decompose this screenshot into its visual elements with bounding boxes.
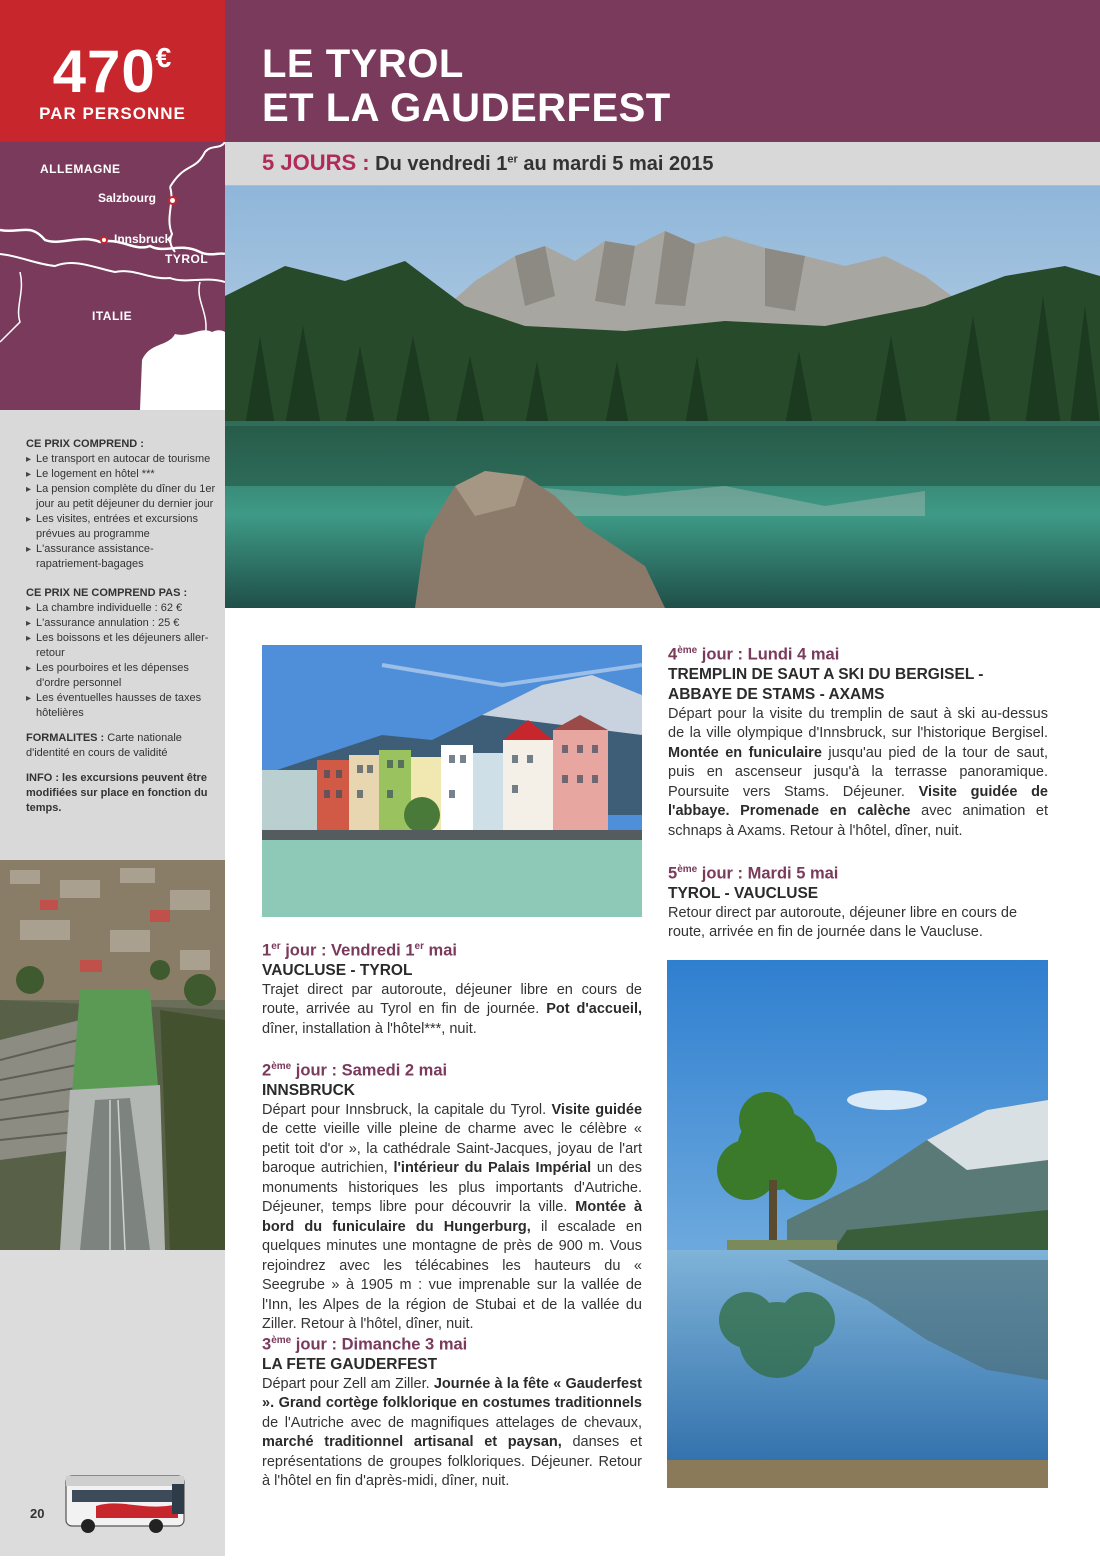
page-title-line-1: LE TYROL (262, 42, 464, 86)
formalites-note: FORMALITES : Carte nationale d'identité en cours de validité (26, 732, 182, 759)
list-item: ▸ Les boissons et les déjeuners aller-retour (26, 631, 219, 661)
day-1-title: 1er jour : Vendredi 1er mai (262, 941, 457, 960)
day-4-title: 4ème jour : Lundi 4 mai (668, 645, 840, 664)
day-1-text: Trajet direct par autoroute, déjeuner libre en cours de route, arrivée au Tyrol en fin de journée. Pot d'accueil, dîner, installation à l'hôtel***, nuit. (262, 981, 643, 1037)
page-title-line-2: ET LA GAUDERFEST (262, 86, 671, 130)
day-5-section (668, 860, 1048, 943)
includes-list (26, 452, 219, 572)
day-3-text: Départ pour Zell am Ziller. Journée à la fête « Gauderfest ». Grand cortège folklorique en costumes traditionnels de l'Autriche avec de magnifiques attelages de chevaux, marché traditionnel artisanal et paysan, danses et représentations de groupes folkloriques. Déjeuner. Retour à l'hôtel en fin d'après-midi, dîner, nuit. (262, 1375, 642, 1489)
price-amount: 470€ (52, 38, 173, 105)
day-1-subtitle: VAUCLUSE - TYROL (262, 961, 413, 979)
dates-label: Du vendredi 1er au mardi 5 mai 2015 (375, 153, 714, 175)
list-item: ▸ La chambre individuelle : 62 € (26, 601, 219, 616)
map-label-italy: ITALIE (92, 309, 133, 323)
list-item: ▸ L'assurance assistance-rapatriement-bagages (26, 542, 219, 572)
list-item: ▸ Le transport en autocar de tourisme (26, 452, 219, 467)
includes-title: CE PRIX COMPREND : (26, 438, 144, 450)
list-item: ▸ Le logement en hôtel *** (26, 467, 219, 482)
hero-photo-lake (225, 186, 1100, 608)
map-borders (0, 142, 225, 410)
day-1-section (262, 937, 642, 1039)
excludes-list (26, 601, 219, 721)
list-item: ▸ Les éventuelles hausses de taxes hôtelières (26, 691, 219, 721)
page-number: 20 (30, 1506, 45, 1521)
salzburg-marker-icon (168, 196, 177, 205)
duration-label: 5 JOURS : (262, 150, 370, 175)
list-item: ▸ La pension complète du dîner du 1er jour au petit déjeuner du dernier jour (26, 482, 219, 512)
day-3-section (262, 1331, 642, 1492)
day-2-subtitle: INNSBRUCK (262, 1081, 355, 1099)
day-2-section (262, 1057, 642, 1335)
day-4-text: Départ pour la visite du tremplin de saut à ski au-dessus de la ville olympique d'Innsbruck, sur l'historique Bergisel. Montée en funiculaire jusqu'au pied de la tour de saut, puis en ascenseur jusqu'à la terrasse panoramique. Poursuite vers Stams. Déjeuner. Visite guidée de l'abbaye. Promenade en calèche avec animation et schnaps à Axams. Retour à l'hôtel, dîner, nuit. (668, 705, 1048, 839)
day-4-subtitle-1: TREMPLIN DE SAUT A SKI DU BERGISEL - (668, 665, 984, 683)
map-city-innsbruck: Innsbruck (114, 232, 172, 246)
price-box (0, 0, 225, 142)
day-3-subtitle: LA FETE GAUDERFEST (262, 1355, 438, 1373)
innsbruck-photo (262, 645, 642, 917)
excludes-title: CE PRIX NE COMPREND PAS : (26, 587, 188, 599)
map-city-salzburg: Salzbourg (98, 191, 157, 205)
day-5-title: 5ème jour : Mardi 5 mai (668, 864, 839, 883)
day-2-title: 2ème jour : Samedi 2 mai (262, 1061, 448, 1080)
day-3-title: 3ème jour : Dimanche 3 mai (262, 1335, 468, 1354)
day-2-text: Départ pour Innsbruck, la capitale du Tyrol. Visite guidée de cette vieille ville pleine de charme avec le célèbre « petit toit d'or », la cathédrale Saint-Jacques, joyau de l'art baroque autrichien, l'intérieur du Palais Impérial un des monuments historiques les plus importants d'Autriche. Déjeuner, temps libre pour découvrir la ville. Montée à bord du funiculaire du Hungerburg, il escalade en quelques minutes une montagne de près de 900 m. Vous rejoindrez avec les télécabines les hauteurs du « Seegrube » à 1905 m : vue imprenable sur la vallée de l'Inn, les Alpes de la région de Stubai et de la vallée du Ziller. Retour à l'hôtel, dîner, nuit. (262, 1101, 643, 1332)
price-details-sidebar (0, 410, 225, 860)
info-note: INFO : les excursions peuvent être modifiées sur place en fonction du temps. (26, 772, 208, 814)
day-4-section (668, 641, 1048, 841)
region-map (0, 142, 225, 410)
ski-jump-photo (0, 860, 225, 1250)
title-bar (225, 0, 1100, 142)
day-4-subtitle-2: ABBAYE DE STAMS - AXAMS (668, 685, 885, 703)
subtitle-bar (225, 142, 1100, 186)
lake-photo (667, 960, 1048, 1488)
list-item: ▸ Les pourboires et les dépenses d'ordre personnel (26, 661, 219, 691)
day-5-text: Retour direct par autoroute, déjeuner libre en cours de route, arrivée en fin de journée dans le Vaucluse. (668, 904, 1018, 940)
list-item: ▸ Les visites, entrées et excursions prévues au programme (26, 512, 219, 542)
day-5-subtitle: TYROL - VAUCLUSE (668, 884, 819, 902)
map-label-germany: ALLEMAGNE (40, 162, 121, 176)
innsbruck-marker-icon (100, 236, 108, 244)
list-item: ▸ L'assurance annulation : 25 € (26, 616, 219, 631)
price-label: PAR PERSONNE (39, 104, 186, 123)
map-label-tyrol: TYROL (165, 252, 209, 266)
